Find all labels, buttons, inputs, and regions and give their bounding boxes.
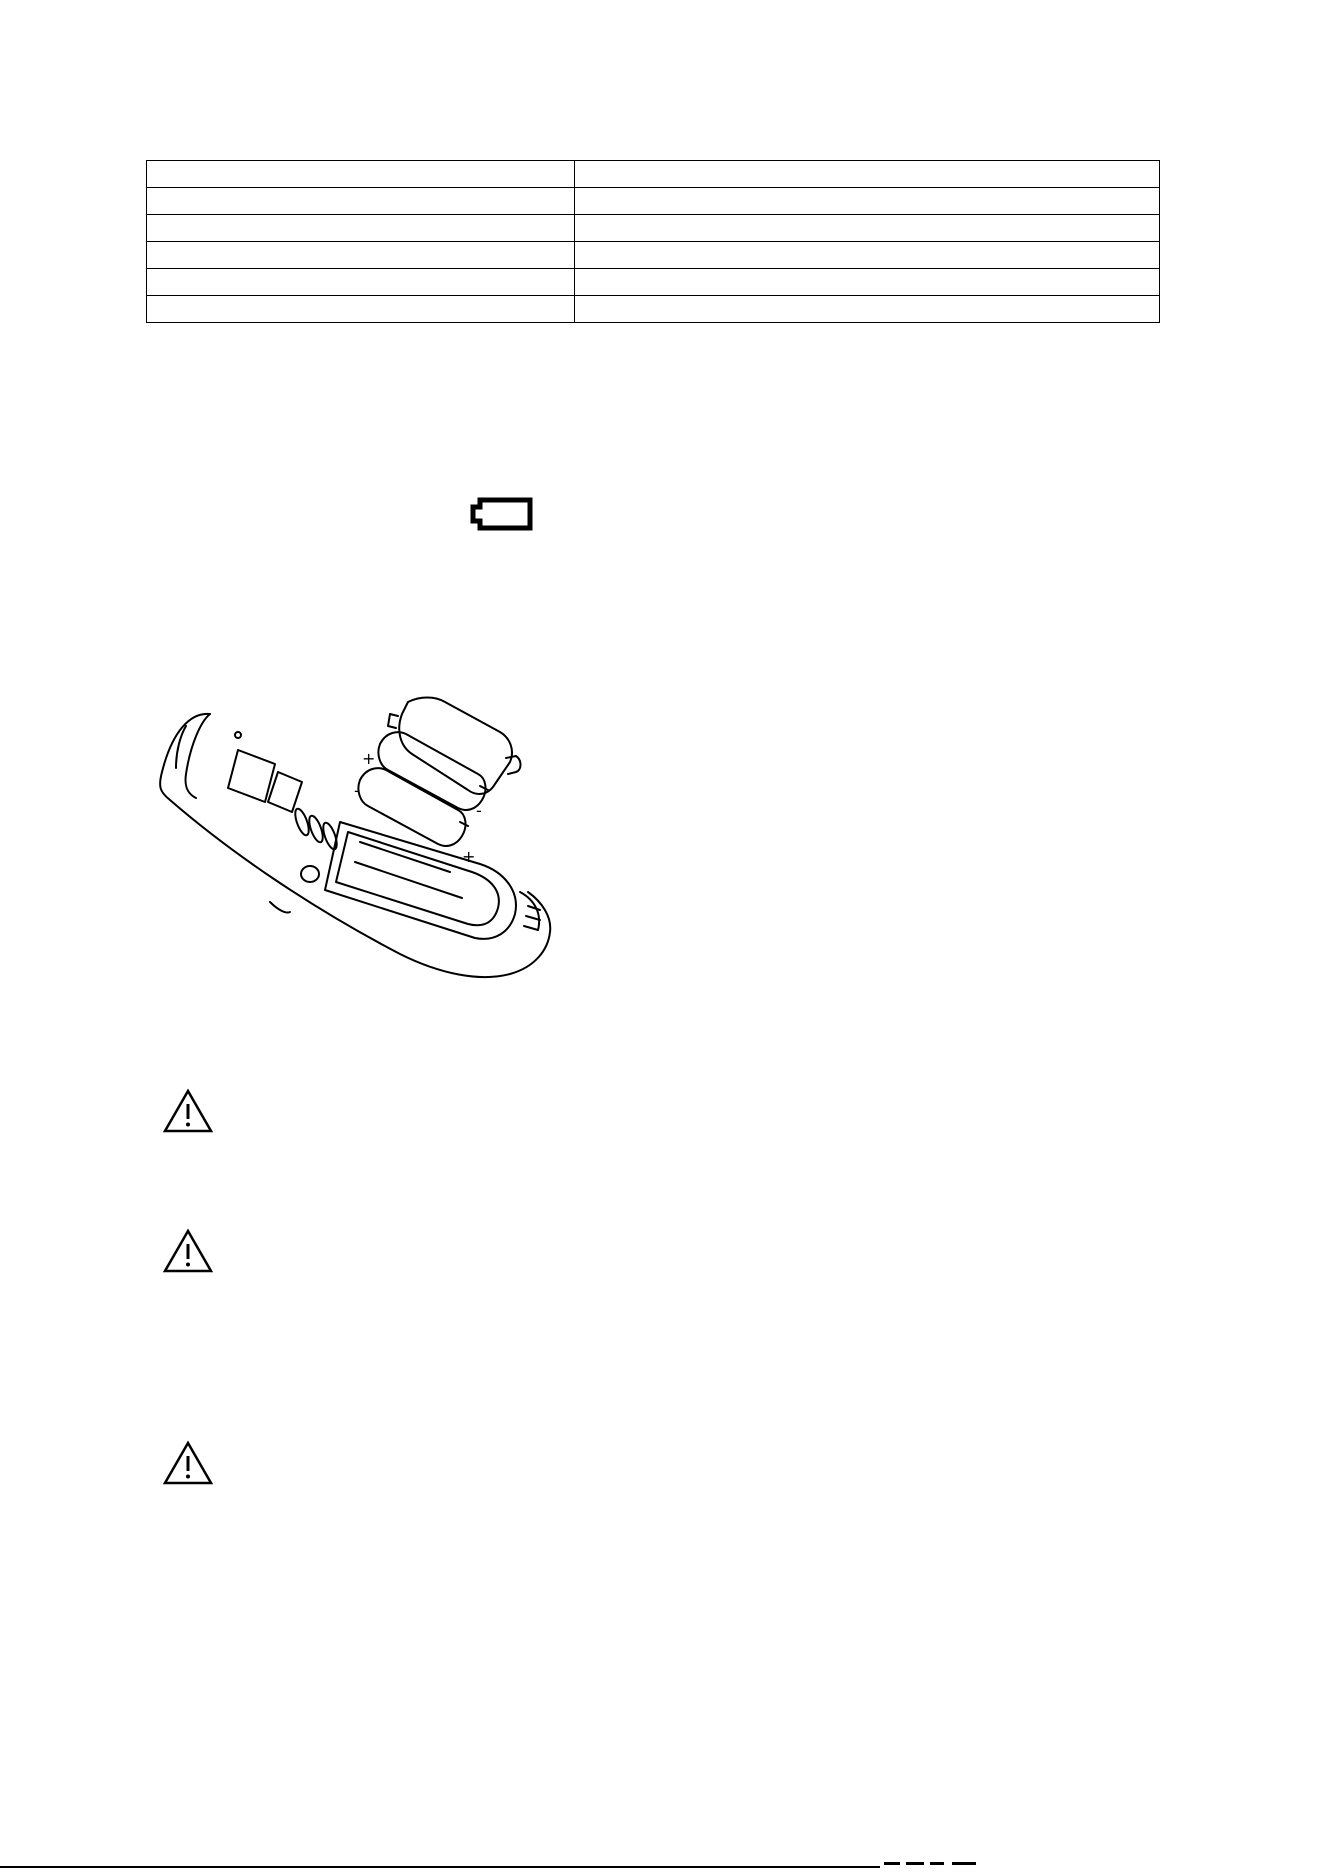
table-row [147,296,1160,323]
table-cell-value [575,215,1160,242]
polarity-plus-label: + [362,749,376,768]
table-cell-value [575,242,1160,269]
table-row [147,242,1160,269]
table-cell-label [147,215,575,242]
footer-marks [884,1860,1004,1872]
table-cell-value [575,296,1160,323]
table-cell-label [147,188,575,215]
warning-triangle-icon [162,1088,214,1134]
low-battery-icon [470,497,534,531]
footer-divider [0,1866,880,1868]
table-cell-value [575,188,1160,215]
table-cell-value [575,269,1160,296]
table-cell-label [147,269,575,296]
table-cell-label [147,296,575,323]
warning-triangle-icon [162,1440,214,1486]
table-row [147,188,1160,215]
warning-triangle-icon [162,1228,214,1274]
polarity-plus-label: + [462,847,476,866]
table-row [147,161,1160,188]
table-cell-label [147,242,575,269]
polarity-minus-label: - [476,801,482,820]
table-row [147,269,1160,296]
specification-table [146,160,1160,323]
polarity-minus-label: - [354,781,360,800]
battery-compartment-illustration [150,692,570,982]
table-cell-label [147,161,575,188]
table-cell-value [575,161,1160,188]
table-row [147,215,1160,242]
